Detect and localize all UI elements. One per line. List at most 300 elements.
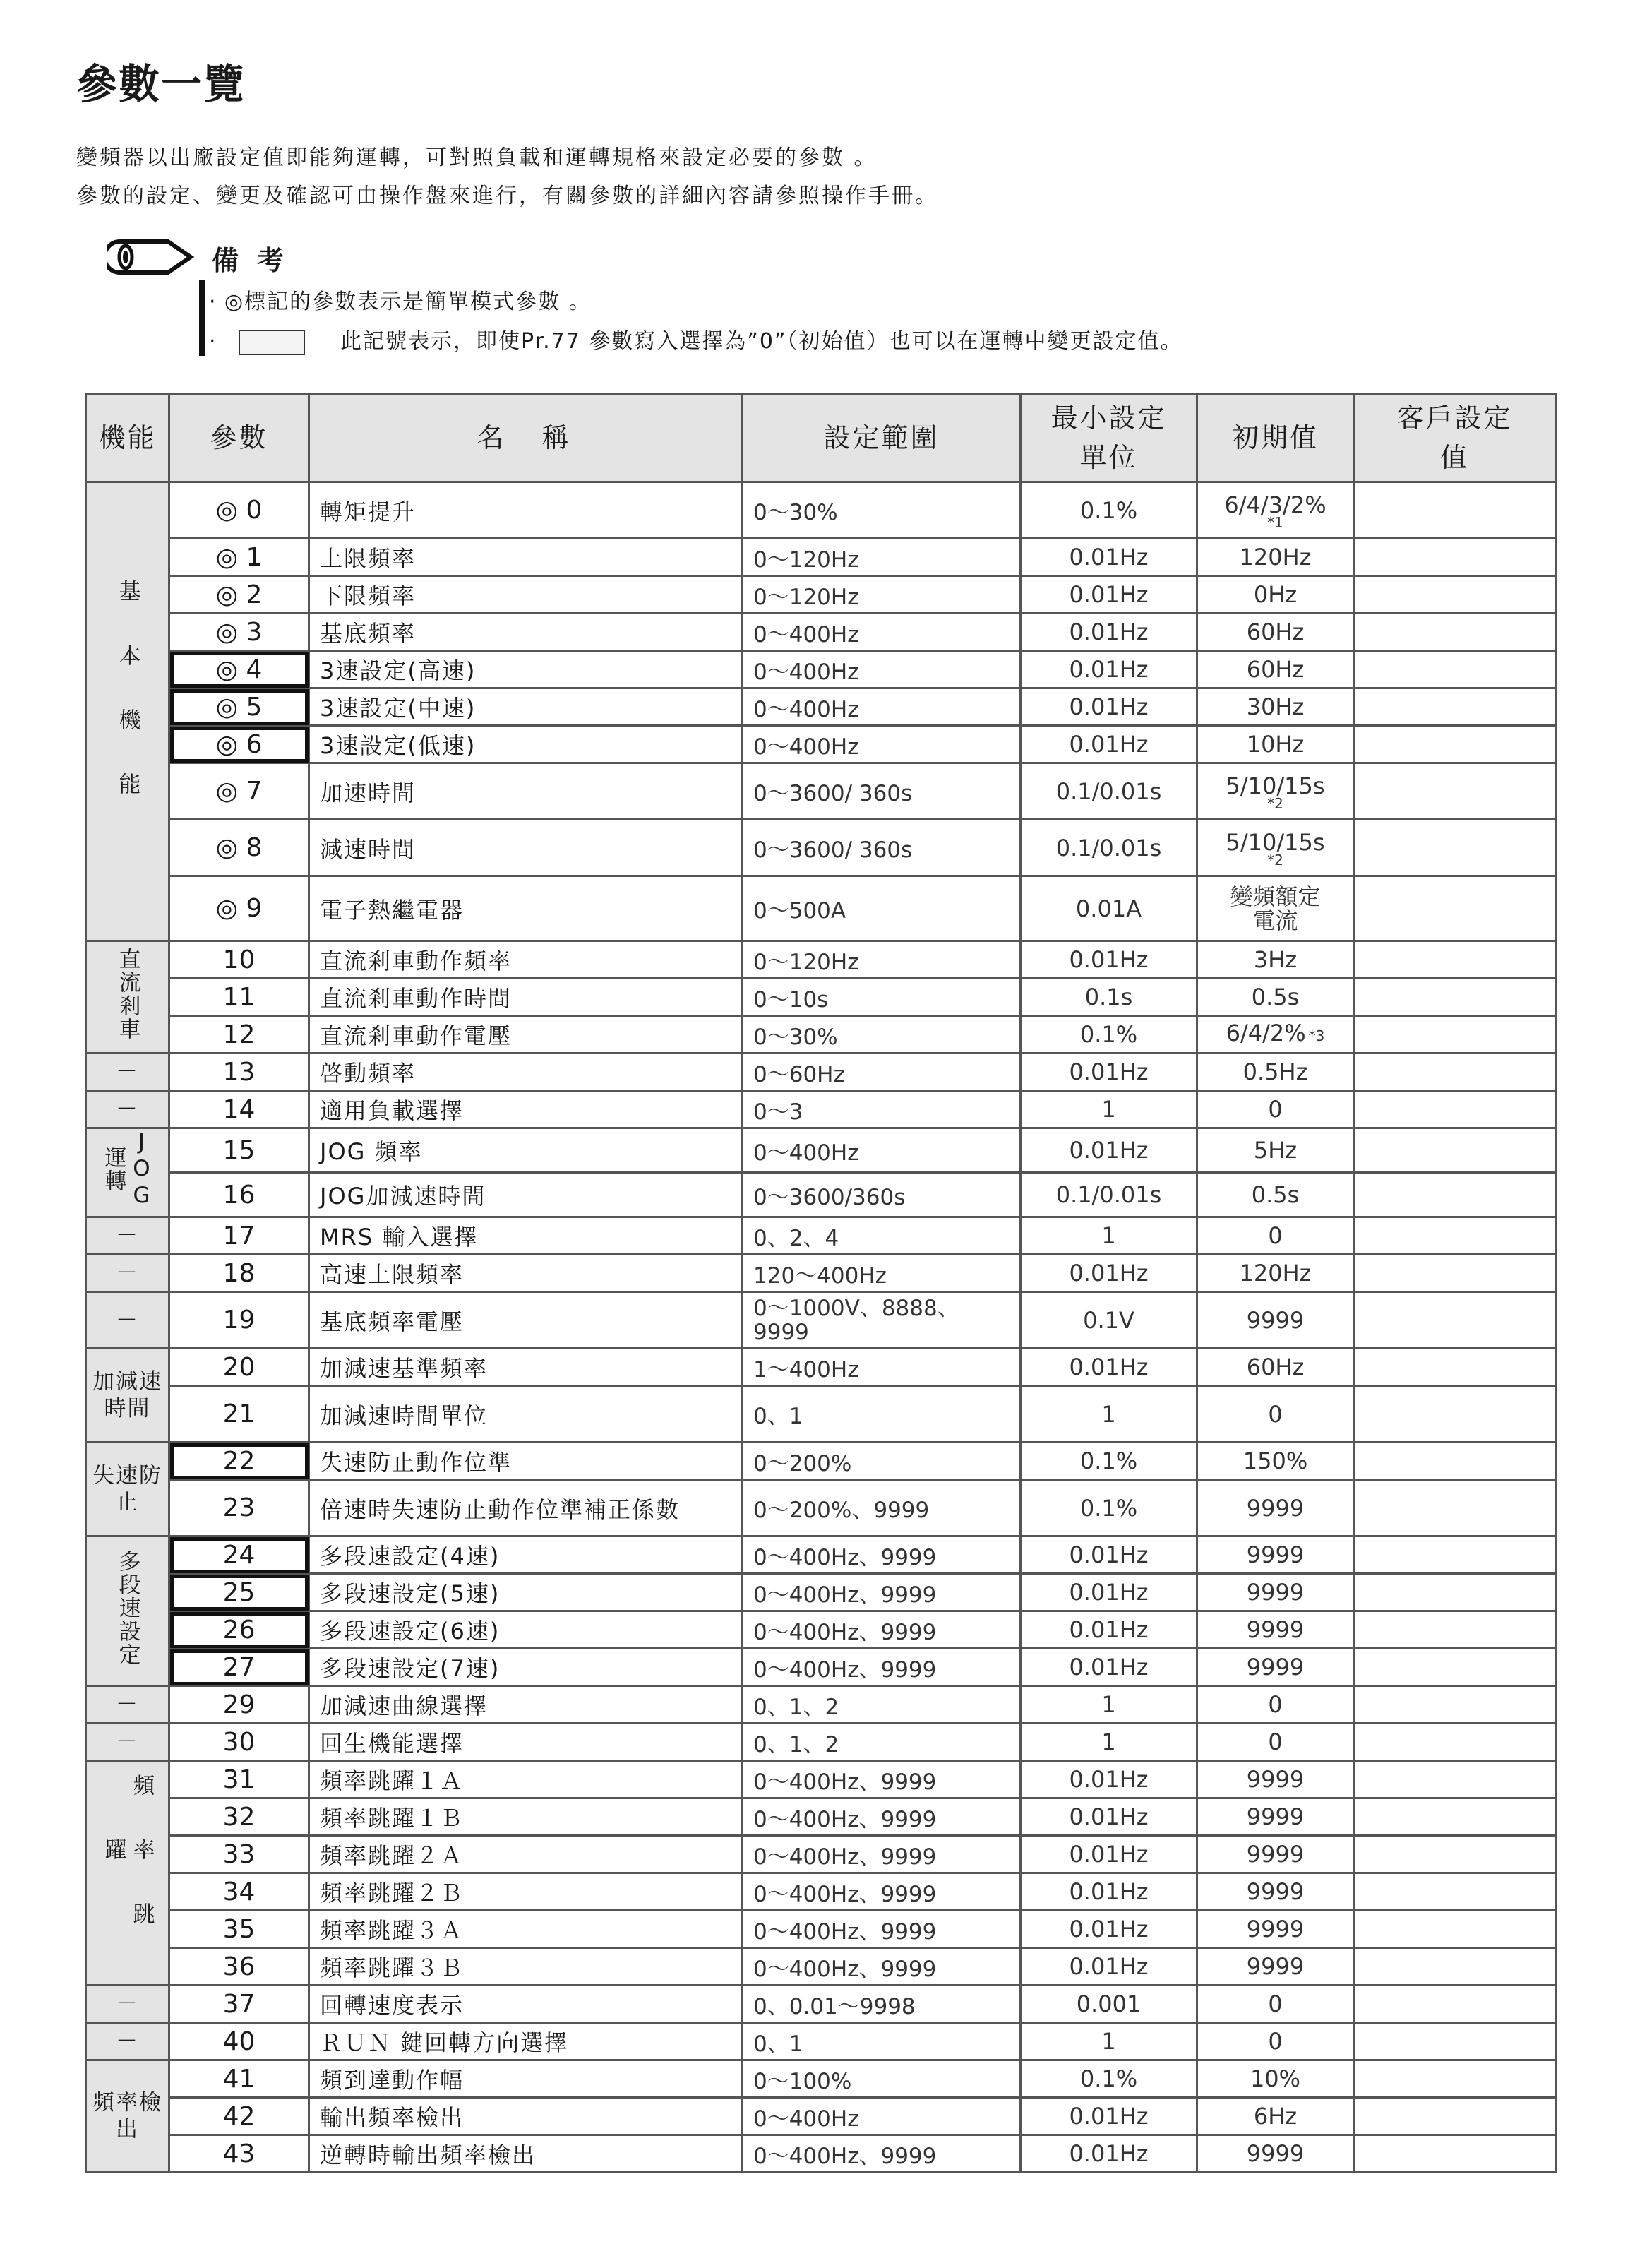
customer-value-cell[interactable] [1354,1724,1556,1761]
function-group-label: 加減速時間 [92,1369,162,1421]
initial-value-text: 150% [1242,1448,1308,1474]
initial-value-text: 30Hz [1246,693,1305,720]
table-row [86,2023,1556,2060]
initial-value-text: 60Hz [1246,1354,1305,1380]
setting-range-text: 1～400Hz [753,1356,859,1383]
initial-value-text: 變頻額定 [1230,883,1321,910]
setting-range-cell [743,1536,1021,1574]
initial-value-cell [1197,763,1354,820]
customer-value-cell[interactable] [1354,1798,1556,1836]
param-name-cell: 3速設定(中速) [309,688,743,726]
initial-value-text: 0 [1268,2028,1283,2055]
param-number-cell: 29 [169,1686,309,1724]
param-number-cell: 42 [169,2098,309,2135]
min-unit-cell: 0.001 [1021,1986,1197,2023]
initial-value-text: 9999 [1246,1579,1305,1606]
changeable-marker-box [239,330,305,355]
param-name-cell: 逆轉時輸出頻率檢出 [309,2135,743,2173]
function-group-cell [86,1686,169,1724]
setting-range-text: 0～400Hz、9999 [753,1881,937,1907]
table-body [86,482,1556,2173]
initial-value-text: 0 [1268,1729,1283,1755]
initial-value-cell [1197,482,1354,539]
customer-value-cell[interactable] [1354,1054,1556,1091]
customer-value-cell[interactable] [1354,1911,1556,1948]
customer-value-cell[interactable] [1354,482,1556,539]
min-unit-cell: 0.01Hz [1021,651,1197,688]
customer-value-cell[interactable] [1354,1649,1556,1686]
setting-range-text: 0～500A [753,898,846,924]
initial-value-cell [1197,2135,1354,2173]
intro-line-1: 變頻器以出廠設定值即能夠運轉，可對照負載和運轉規格來設定必要的參數 。 [76,145,878,170]
table-row [86,576,1556,614]
param-name-cell: 回轉速度表示 [309,1986,743,2023]
param-name-cell: 多段速設定(6速) [309,1611,743,1649]
setting-range-cell [743,1836,1021,1873]
function-group-cell [86,1536,169,1686]
table-row [86,1798,1556,1836]
customer-value-cell[interactable] [1354,2023,1556,2060]
setting-range-text: 0～400Hz、9999 [753,1582,937,1608]
setting-range-cell [743,1016,1021,1054]
initial-value-text: 0.5s [1251,1181,1300,1208]
table-row [86,614,1556,651]
header-unit [1021,394,1197,482]
setting-range-cell [743,1480,1021,1536]
function-group-label: － [116,1097,139,1122]
min-unit-cell: 0.01Hz [1021,1761,1197,1798]
setting-range-text: 0～200% [753,1450,852,1476]
customer-value-cell[interactable] [1354,726,1556,763]
customer-value-cell[interactable] [1354,1761,1556,1798]
min-unit-cell: 1 [1021,1386,1197,1443]
function-group-cell [86,1255,169,1292]
setting-range-text: 0～400Hz [753,659,859,685]
initial-value-text: 9999 [1246,1494,1305,1522]
param-name-cell: 加減速曲線選擇 [309,1686,743,1724]
setting-range-cell [743,941,1021,979]
function-group-cell [86,1724,169,1761]
param-name-cell: 頻率跳躍３Ｂ [309,1948,743,1986]
customer-value-cell[interactable] [1354,1349,1556,1386]
param-number-cell: 13 [169,1054,309,1091]
setting-range-text: 0～400Hz [753,696,859,722]
min-unit-cell: 1 [1021,1217,1197,1255]
initial-value-cell [1197,1173,1354,1217]
param-name-cell: 倍速時失速防止動作位準補正係數 [309,1480,743,1536]
min-unit-cell: 0.01Hz [1021,1054,1197,1091]
min-unit-cell: 0.01Hz [1021,614,1197,651]
customer-value-cell[interactable] [1354,820,1556,876]
setting-range-text: 0～30% [753,500,838,525]
initial-value-text: 6/4/3/2% [1224,491,1326,518]
param-number-cell: ◎ 9 [169,876,309,941]
table-header-row [86,394,1556,482]
setting-range-text: 0、1、2 [753,1694,839,1720]
setting-range-cell [743,1724,1021,1761]
customer-value-cell[interactable] [1354,1016,1556,1054]
param-name-cell: 轉矩提升 [309,482,743,539]
setting-range-cell [743,1255,1021,1292]
customer-value-cell[interactable] [1354,1255,1556,1292]
param-name-cell: 直流剎車動作電壓 [309,1016,743,1054]
setting-range-text: 0～30% [753,1024,838,1050]
min-unit-cell: 0.01Hz [1021,941,1197,979]
param-number-cell: ◎ 4 [169,651,309,688]
initial-value-text: 60Hz [1246,619,1305,645]
customer-value-cell[interactable] [1354,1536,1556,1574]
initial-value-text: 9999 [1246,2140,1305,2167]
setting-range-text: 0～10s [753,986,829,1013]
customer-value-cell[interactable] [1354,1128,1556,1173]
function-group-label: 失速防止 [92,1463,162,1515]
param-name-cell: 頻到達動作幅 [309,2060,743,2098]
min-unit-cell: 0.1% [1021,1443,1197,1480]
setting-range-text: 0、1 [753,2031,803,2057]
param-number-cell: 35 [169,1911,309,1948]
setting-range-text: 0～400Hz、9999 [753,1657,937,1683]
param-number-cell: 18 [169,1255,309,1292]
customer-value-cell[interactable] [1354,614,1556,651]
param-number-cell: ◎ 2 [169,576,309,614]
function-group-label: 頻率檢出 [92,2090,162,2142]
setting-range-cell [743,2060,1021,2098]
customer-value-cell[interactable] [1354,1173,1556,1217]
customer-value-cell[interactable] [1354,941,1556,979]
setting-range-cell [743,482,1021,539]
initial-value-text: 0 [1268,1096,1283,1123]
min-unit-cell: 0.01Hz [1021,1836,1197,1873]
initial-value-text: 9999 [1246,1654,1305,1681]
function-group-cell [86,482,169,941]
min-unit-cell: 0.01Hz [1021,1611,1197,1649]
customer-value-cell[interactable] [1354,1480,1556,1536]
min-unit-cell: 0.1% [1021,482,1197,539]
note-title: 備考 [212,245,303,276]
param-name-cell: 高速上限頻率 [309,1255,743,1292]
param-name-cell: 加速時間 [309,763,743,820]
setting-range-cell [743,726,1021,763]
param-number-cell: ◎ 5 [169,688,309,726]
param-name-cell: 上限頻率 [309,539,743,576]
setting-range-cell [743,1292,1021,1349]
setting-range-cell [743,688,1021,726]
param-name-cell: 基底頻率電壓 [309,1292,743,1349]
initial-value-cell [1197,1255,1354,1292]
footnote-marker: *3 [1308,1027,1325,1044]
initial-value-cell [1197,1386,1354,1443]
function-group-label: － [116,1260,139,1286]
setting-range-text: 0～400Hz、9999 [753,1544,937,1570]
setting-range-cell [743,1217,1021,1255]
note-text-1: ◎標記的參數表示是簡單模式參數 。 [224,290,592,314]
setting-range-cell [743,1173,1021,1217]
min-unit-cell: 0.01Hz [1021,576,1197,614]
initial-value-text: 9999 [1246,1306,1305,1334]
table-row [86,1292,1556,1349]
customer-value-cell[interactable] [1354,2060,1556,2098]
param-name-cell: 多段速設定(7速) [309,1649,743,1686]
initial-value-text: 120Hz [1239,544,1312,571]
initial-value-text: 0Hz [1253,581,1298,608]
param-number-cell: 34 [169,1873,309,1911]
min-unit-cell: 0.1s [1021,979,1197,1016]
setting-range-cell [743,1686,1021,1724]
initial-value-cell [1197,651,1354,688]
customer-value-cell[interactable] [1354,1443,1556,1480]
setting-range-cell [743,1574,1021,1611]
initial-value-cell [1197,726,1354,763]
param-name-cell: 多段速設定(4速) [309,1536,743,1574]
setting-range-cell [743,2023,1021,2060]
table-row [86,1480,1556,1536]
customer-value-cell[interactable] [1354,979,1556,1016]
setting-range-cell [743,2135,1021,2173]
param-number-cell: 25 [169,1574,309,1611]
setting-range-text: 0～400Hz、9999 [753,1619,937,1645]
initial-value-cell [1197,1611,1354,1649]
function-group-label: － [116,1059,139,1085]
note-text-2: 此記號表示，即使Pr.77 參數寫入選擇為”0”（初始值）也可以在運轉中變更設定值。 [340,329,1183,354]
customer-value-cell[interactable] [1354,1386,1556,1443]
min-unit-cell: 0.1/0.01s [1021,763,1197,820]
min-unit-cell: 1 [1021,1724,1197,1761]
customer-value-cell[interactable] [1354,763,1556,820]
initial-value-text: 9999 [1246,1616,1305,1643]
note-pointer-icon [107,237,195,277]
setting-range-cell [743,1386,1021,1443]
param-number-cell: 30 [169,1724,309,1761]
initial-value-text: 9999 [1246,1541,1305,1568]
footnote-marker: *1 [1267,513,1283,531]
initial-value-text: 0.5Hz [1242,1058,1308,1085]
setting-range-cell [743,1948,1021,1986]
param-number-cell: 17 [169,1217,309,1255]
table-row [86,1173,1556,1217]
initial-value-text: 3Hz [1253,946,1298,973]
param-name-cell: 輸出頻率檢出 [309,2098,743,2135]
setting-range-cell [743,979,1021,1016]
setting-range-cell [743,1128,1021,1173]
initial-value-cell [1197,1292,1354,1349]
initial-value-text: 9999 [1246,1916,1305,1942]
setting-range-text: 0～400Hz [753,734,859,760]
initial-value-cell [1197,539,1354,576]
param-number-cell: 23 [169,1480,309,1536]
initial-value-text: 5/10/15s [1226,772,1325,799]
initial-value-cell [1197,1016,1354,1054]
header-function: 機能 [86,394,169,482]
table-row [86,1255,1556,1292]
min-unit-cell: 0.01Hz [1021,1349,1197,1386]
customer-value-cell[interactable] [1354,1292,1556,1349]
initial-value-cell [1197,1911,1354,1948]
customer-value-cell[interactable] [1354,651,1556,688]
min-unit-cell: 0.01Hz [1021,2135,1197,2173]
customer-value-cell[interactable] [1354,1091,1556,1128]
initial-value-text: 6/4/2% [1226,1020,1306,1046]
table-row [86,876,1556,941]
setting-range-text: 0～120Hz [753,584,859,610]
function-group-cell [86,2023,169,2060]
param-number-cell: 22 [169,1443,309,1480]
param-number-cell: 36 [169,1948,309,1986]
table-row [86,1574,1556,1611]
function-group-cell [86,1054,169,1091]
customer-value-cell[interactable] [1354,2135,1556,2173]
function-group-label: － [116,1223,139,1248]
function-group-label: － [116,1692,139,1717]
setting-range-cell [743,1873,1021,1911]
table-row [86,979,1556,1016]
function-group-label: 直流剎車 [114,947,140,1041]
param-name-cell: 加減速時間單位 [309,1386,743,1443]
param-name-cell: 頻率跳躍２Ｂ [309,1873,743,1911]
table-row [86,651,1556,688]
initial-value-cell [1197,1536,1354,1574]
function-group-label: － [116,1729,139,1755]
param-name-cell: JOG加減速時間 [309,1173,743,1217]
setting-range-text-cont: 9999 [753,1319,809,1345]
initial-value-cell [1197,1443,1354,1480]
initial-value-cell [1197,1480,1354,1536]
setting-range-cell [743,1091,1021,1128]
initial-value-cell [1197,1686,1354,1724]
setting-range-text: 0、1 [753,1404,803,1429]
table-row [86,1386,1556,1443]
param-number-cell: 21 [169,1386,309,1443]
customer-value-cell[interactable] [1354,1986,1556,2023]
min-unit-cell: 0.01Hz [1021,1128,1197,1173]
initial-value-text: 120Hz [1239,1260,1312,1287]
param-number-cell: 41 [169,2060,309,2098]
setting-range-text: 0～400Hz、9999 [753,1806,937,1832]
customer-value-cell[interactable] [1354,1574,1556,1611]
table-row [86,1611,1556,1649]
setting-range-text: 0～400Hz、9999 [753,1769,937,1795]
param-name-cell: 啓動頻率 [309,1054,743,1091]
customer-value-cell[interactable] [1354,1948,1556,1986]
customer-value-cell[interactable] [1354,688,1556,726]
function-group-label: － [116,2029,139,2054]
header-unit-text: 最小設定單位 [1050,402,1167,473]
param-number-cell: 24 [169,1536,309,1574]
setting-range-text: 0～3600/ 360s [753,781,913,806]
param-number-cell: 10 [169,941,309,979]
customer-value-cell[interactable] [1354,1217,1556,1255]
param-name-cell: 多段速設定(5速) [309,1574,743,1611]
customer-value-cell[interactable] [1354,876,1556,941]
table-row [86,1016,1556,1054]
intro-line-2: 參數的設定、變更及確認可由操作盤來進行，有關參數的詳細內容請參照操作手冊。 [76,184,938,208]
min-unit-cell: 0.01Hz [1021,2098,1197,2135]
param-number-cell: 16 [169,1173,309,1217]
table-row [86,1948,1556,1986]
param-number-cell: 37 [169,1986,309,2023]
initial-value-text: 0 [1268,1222,1283,1249]
param-name-cell: 適用負載選擇 [309,1091,743,1128]
customer-value-cell[interactable] [1354,1836,1556,1873]
customer-value-cell[interactable] [1354,2098,1556,2135]
customer-value-cell[interactable] [1354,539,1556,576]
initial-value-text: 10Hz [1246,731,1305,758]
min-unit-cell: 0.1/0.01s [1021,1173,1197,1217]
min-unit-cell: 0.01Hz [1021,1255,1197,1292]
initial-value-cell [1197,1761,1354,1798]
param-name-cell: 加減速基準頻率 [309,1349,743,1386]
setting-range-text: 0～120Hz [753,547,859,573]
initial-value-text: 60Hz [1246,656,1305,683]
table-row [86,941,1556,979]
table-row [86,482,1556,539]
setting-range-text: 0～400Hz [753,1140,859,1166]
min-unit-cell: 0.1% [1021,2060,1197,2098]
header-customer [1354,394,1556,482]
header-name: 名 稱 [309,394,743,482]
customer-value-cell[interactable] [1354,1686,1556,1724]
initial-value-text: 10% [1250,2065,1301,2092]
initial-value-text: 9999 [1246,1953,1305,1980]
min-unit-cell: 0.01Hz [1021,1536,1197,1574]
setting-range-cell [743,1349,1021,1386]
customer-value-cell[interactable] [1354,1873,1556,1911]
param-name-cell: 減速時間 [309,820,743,876]
param-name-cell: 直流剎車動作頻率 [309,941,743,979]
table-row [86,1911,1556,1948]
table-row [86,688,1556,726]
table-row [86,1054,1556,1091]
min-unit-cell: 0.01Hz [1021,1649,1197,1686]
param-name-cell: ＲＵＮ 鍵回轉方向選擇 [309,2023,743,2060]
table-row [86,1836,1556,1873]
initial-value-text: 0 [1268,1991,1283,2017]
note-line-2: · 此記號表示，即使Pr.77 參數寫入選擇為”0”（初始值）也可以在運轉中變更設定值。 [209,329,1183,354]
header-initial: 初期值 [1197,394,1354,482]
function-group-cell [86,1349,169,1443]
param-number-cell: 19 [169,1292,309,1349]
param-name-cell: 回生機能選擇 [309,1724,743,1761]
initial-value-text: 0 [1268,1400,1283,1428]
setting-range-text: 0～200%、9999 [753,1498,930,1523]
initial-value-cell [1197,688,1354,726]
table-row [86,1649,1556,1686]
param-number-cell: 20 [169,1349,309,1386]
table-row [86,763,1556,820]
param-number-cell: 14 [169,1091,309,1128]
param-number-cell: 31 [169,1761,309,1798]
setting-range-text: 0～3600/ 360s [753,837,913,863]
initial-value-cell [1197,876,1354,941]
min-unit-cell: 0.1% [1021,1480,1197,1536]
min-unit-cell: 1 [1021,1091,1197,1128]
function-group-cell [86,1217,169,1255]
customer-value-cell[interactable] [1354,1611,1556,1649]
table-row [86,1761,1556,1798]
customer-value-cell[interactable] [1354,576,1556,614]
initial-value-cell [1197,1128,1354,1173]
min-unit-cell: 0.01Hz [1021,1873,1197,1911]
min-unit-cell: 1 [1021,1686,1197,1724]
function-group-label: － [116,1307,139,1333]
initial-value-text: 9999 [1246,1803,1305,1830]
param-name-cell: 3速設定(高速) [309,651,743,688]
initial-value-cell [1197,2023,1354,2060]
setting-range-text: 0～400Hz、9999 [753,1844,937,1870]
min-unit-cell: 0.1V [1021,1292,1197,1349]
param-number-cell: ◎ 7 [169,763,309,820]
setting-range-text: 0～3 [753,1099,803,1125]
setting-range-cell [743,1443,1021,1480]
